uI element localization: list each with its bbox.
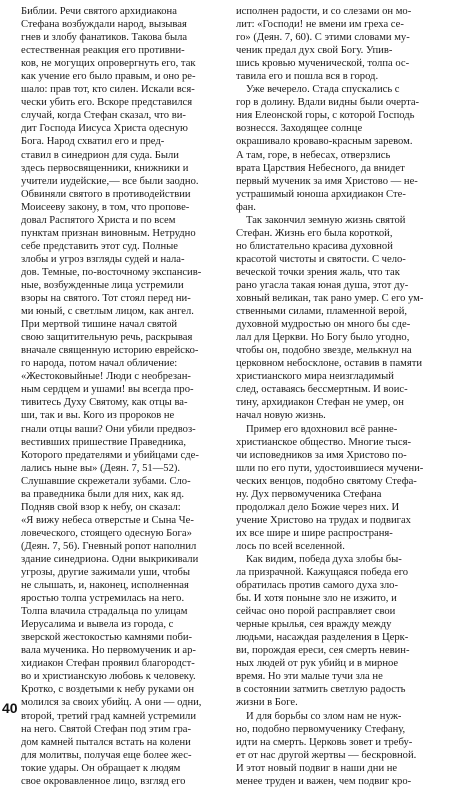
left-column-line: гнали отцы ваши? Они убили предвоз- xyxy=(21,423,196,435)
right-column-line: го» (Деян. 7, 60). С этими словами му- xyxy=(236,32,410,44)
left-column-line: «Я вижу небеса отверстые и Сына Че- xyxy=(21,514,194,526)
right-column-line: черные крылья, сея вражду между xyxy=(236,619,392,631)
left-column-line: зверской жестокостью камнями поби- xyxy=(21,632,193,644)
right-column-line: в состоянии затмить светлую радость xyxy=(236,684,406,696)
left-column-line: молился за своих убийц. А они — одни, xyxy=(21,697,202,709)
left-column-line: случай, когда Стефан сказал, что ви- xyxy=(21,110,186,122)
left-column-line: Подняв свой взор к небу, он сказал: xyxy=(21,501,181,513)
left-column-line: ши, так и вы. Кого из пророков не xyxy=(21,410,175,422)
right-column-line: лал для Церкви. Но Богу было угодно, xyxy=(236,332,410,344)
right-column-line: ховный великан, так рано умер. С его ум- xyxy=(236,293,424,305)
left-column-line: вала мученика. Но первомученик и ар- xyxy=(21,645,196,657)
left-column-line: При мертвой тишине начал святой xyxy=(21,319,178,331)
left-column-line: злобы и угроз взгляды судей и нала- xyxy=(21,253,185,265)
right-column-line: учение Христово на трудах и подвигах xyxy=(236,514,411,526)
right-column-line: ну. Дух первомученика Стефана xyxy=(236,488,382,500)
right-column-line: ных людей от рук убийц и в мирное xyxy=(236,658,399,670)
left-column xyxy=(21,5,228,788)
right-column-line: след, оставаясь бессмертным. И воис- xyxy=(236,384,408,396)
right-column-line: начал новую жизнь. xyxy=(236,410,326,422)
right-column-line: тавила его и пошла вся в город. xyxy=(236,71,379,83)
page-number: 40 xyxy=(2,700,18,716)
right-column-line: ческих венцов, подобно святому Стефа- xyxy=(236,475,417,487)
right-column-line: первый мученик за имя Христово — не- xyxy=(236,175,418,187)
left-column-line: себе представить этот суд. Полные xyxy=(21,240,178,252)
left-column-line: яростью толпа устремилась на него. xyxy=(21,593,185,605)
right-column-line: но, подобно первомученику Стефану, xyxy=(236,723,406,735)
left-column-line: свою защитительную речь, раскрывая xyxy=(21,332,193,344)
left-column-line: Бога. Народ схватил его и пред- xyxy=(21,136,165,148)
right-column-line: Так закончил земную жизнь святой xyxy=(246,214,406,226)
left-column-line: ным сердцем и ушами! вы всегда про- xyxy=(21,384,194,396)
right-column-line: врата Царствия Небесного, да внидет xyxy=(236,162,405,174)
left-column-line: здание синедриона. Одни выкрикивали xyxy=(21,553,199,565)
left-column-line: (Деян. 7, 56). Гневный ропот наполнил xyxy=(21,540,197,552)
right-column-line: духовной мудростью он много бы сде- xyxy=(236,319,411,331)
right-column-line: продолжал дело Божие через них. И xyxy=(236,501,400,513)
right-column-line: фан. xyxy=(236,201,256,213)
left-column-line: угрозы, другие зажимали уши, чтобы xyxy=(21,567,190,579)
left-column-line: го народа, потом начал обличение: xyxy=(21,358,178,370)
left-column-line: Толпа влачила страдальца по улицам xyxy=(21,606,188,618)
right-column-line: чтобы он, подобно звезде, мелькнул на xyxy=(236,345,412,357)
right-column-line: ственными силами, пламенной верой, xyxy=(236,306,408,318)
right-column-line: Пример его вдохновил всё ранне- xyxy=(246,423,398,435)
left-column-line: Слушавшие скрежетали зубами. Сло- xyxy=(21,475,191,487)
right-column-line: И этот новый подвиг в наши дни не xyxy=(236,762,398,774)
right-column-line: обратилась против самого духа зло- xyxy=(236,580,399,592)
right-column-line: бы. И хотя поныне зло не изжито, и xyxy=(236,593,397,605)
left-column-line: тивитесь Духу Святому, как отцы ва- xyxy=(21,397,188,409)
left-column-line: Обвиняли святого в противодействии xyxy=(21,188,191,200)
right-column-line: ла призрачной. Кажущаяся победа его xyxy=(236,567,409,579)
right-column-line: но блистательно красива духовной xyxy=(236,240,393,252)
right-column-line: лит: «Господи! не вмени им греха се- xyxy=(236,19,404,31)
right-column-line: церковном небосклоне, оставив в памяти xyxy=(236,358,423,370)
left-column-line: вестивших пришествие Праведника, xyxy=(21,436,187,448)
left-column-line: дом камней пытался встать на колени xyxy=(21,736,191,748)
right-column-line: рано угасла такая юная душа, этот ду- xyxy=(236,279,409,291)
left-column-line: Которого предателями и убийцами сде- xyxy=(21,449,199,461)
left-column-line: ные, возбужденные лица устремили xyxy=(21,279,184,291)
left-column-line: не слышать, и, наконец, исполненная xyxy=(21,580,189,592)
left-column-line: пунктам признан виновным. Нетрудно xyxy=(21,227,196,239)
left-column-line: довал Распятого Христа и по всем xyxy=(21,214,176,226)
right-column-line: красотой чистоты и святости. С чело- xyxy=(236,253,406,265)
left-column-line: токие удары. Он обращает к людям xyxy=(21,762,181,774)
left-column-line: учители иудейские,— все были заодно. xyxy=(21,175,199,187)
right-column-line: А там, горе, в небесах, отверзлись xyxy=(236,149,391,161)
left-column-line: ми юный, с светлым лицом, как ангел. xyxy=(21,306,194,318)
right-column-line: гор в долину. Вдали видны были очерта- xyxy=(236,97,420,109)
left-column-line: на него. Святой Стефан под этим гра- xyxy=(21,723,192,735)
right-column-line: чи исповедников за имя Христово по- xyxy=(236,449,407,461)
right-column-line: шись кровью мученической, толпа ос- xyxy=(236,58,410,70)
left-column-line: ва праведника были для них, как яд. xyxy=(21,488,185,500)
left-column-line: ловеческого, стоящего одесную Бога» xyxy=(21,527,192,539)
left-column-line: свое окровавленное лицо, взгляд его xyxy=(21,775,186,787)
left-column-line: естественная реакция его противни- xyxy=(21,45,185,57)
left-column-line: хидиакон Стефан проявил благородст- xyxy=(21,658,195,670)
right-column-line: людьми, насаждая разделения в Церк- xyxy=(236,632,409,644)
left-column-line: Моисееву закону, в том, что пропове- xyxy=(21,201,190,213)
right-column-line: веческой точки зрения жаль, что так xyxy=(236,266,400,278)
left-column-line: лались ныне вы» (Деян. 7, 51—52). xyxy=(21,462,181,474)
right-column-line: Как видим, победа духа злобы бы- xyxy=(246,553,402,565)
right-column-line: сейчас оно порой расправляет свои xyxy=(236,606,396,618)
left-column-line: Кротко, с воздетыми к небу руками он xyxy=(21,684,195,696)
right-column-line: время. Но эти малые тучи зла не xyxy=(236,671,383,683)
right-column-line: Уже вечерело. Стада спускались с xyxy=(246,84,400,96)
left-column-line: вначале священную историю еврейско- xyxy=(21,345,199,357)
right-column-line: исполнен радости, и со слезами он мо- xyxy=(236,6,412,17)
left-column-line: здесь первосвященники, книжники и xyxy=(21,162,189,174)
right-column-line: ет от нас другой жертвы — бескровной. xyxy=(236,749,417,761)
left-column-line: чески убить его. Вскоре представился xyxy=(21,97,193,109)
right-column-line: ви, порождая ереси, сея смерть невин- xyxy=(236,645,410,657)
left-column-line: Иерусалима и вывела из города, с xyxy=(21,619,174,631)
right-column-line: тину, архидиакон Стефан не умер, он xyxy=(236,397,404,409)
right-column-line: менее труден и важен, чем подвиг кро- xyxy=(236,775,412,787)
right-column-line: шли по его пути, удостоившиеся мучени- xyxy=(236,462,424,474)
left-column-line: для молитвы, получая еще более жес- xyxy=(21,749,192,761)
left-column-line: Библии. Речи святого архидиакона xyxy=(21,6,177,17)
right-column-line: идти на смерть. Церковь зовет и требу- xyxy=(236,736,413,748)
right-column-line: христианское общество. Многие тыся- xyxy=(236,436,411,448)
left-column-line: ков, не могущих опровергнуть его, так xyxy=(21,58,196,70)
right-column-line: устрашимый юноша архидиакон Сте- xyxy=(236,188,406,200)
right-column-line: христианского мира неизгладимый xyxy=(236,371,394,383)
right-column xyxy=(236,5,443,788)
right-column-line: ния Елеонской горы, с которой Господь xyxy=(236,110,415,122)
left-column-line: ставил в синедрион для суда. Были xyxy=(21,149,179,161)
right-column-line: их все шире и шире распространя- xyxy=(236,527,393,539)
left-column-line: Стефана возбуждали народ, вызывая xyxy=(21,19,187,31)
left-column-line: как учение его было правым, и оно ре- xyxy=(21,71,196,83)
left-column-line: «Жестоковыйные! Люди с необрезан- xyxy=(21,371,191,383)
left-column-line: второй, третий град камней устремили xyxy=(21,710,197,722)
right-column-line: жизни в Боге. xyxy=(236,697,298,709)
right-column-line: лось по всей вселенной. xyxy=(236,540,345,552)
right-column-line: И для борьбы со злом нам не нуж- xyxy=(246,710,402,722)
right-column-line: вознесся. Заходящее солнце xyxy=(236,123,363,135)
left-column-line: взоры на святого. Тот стоял перед ни- xyxy=(21,293,191,305)
left-column-line: дит Господа Иисуса Христа одесную xyxy=(21,123,188,135)
left-column-line: во и христианскую любовь к человеку. xyxy=(21,671,196,683)
right-column-line: Стефан. Жизнь его была короткой, xyxy=(236,227,393,239)
right-column-line: окрашивало кроваво-красным заревом. xyxy=(236,136,413,148)
left-column-line: шало: прав тот, кто силен. Искали вся- xyxy=(21,84,195,96)
left-column-line: дов. Темные, по-восточному экспансив- xyxy=(21,266,202,278)
left-column-line: гнев и злобу фанатиков. Такова была xyxy=(21,32,188,44)
right-column-line: ченик предал дух свой Богу. Упив- xyxy=(236,45,393,57)
